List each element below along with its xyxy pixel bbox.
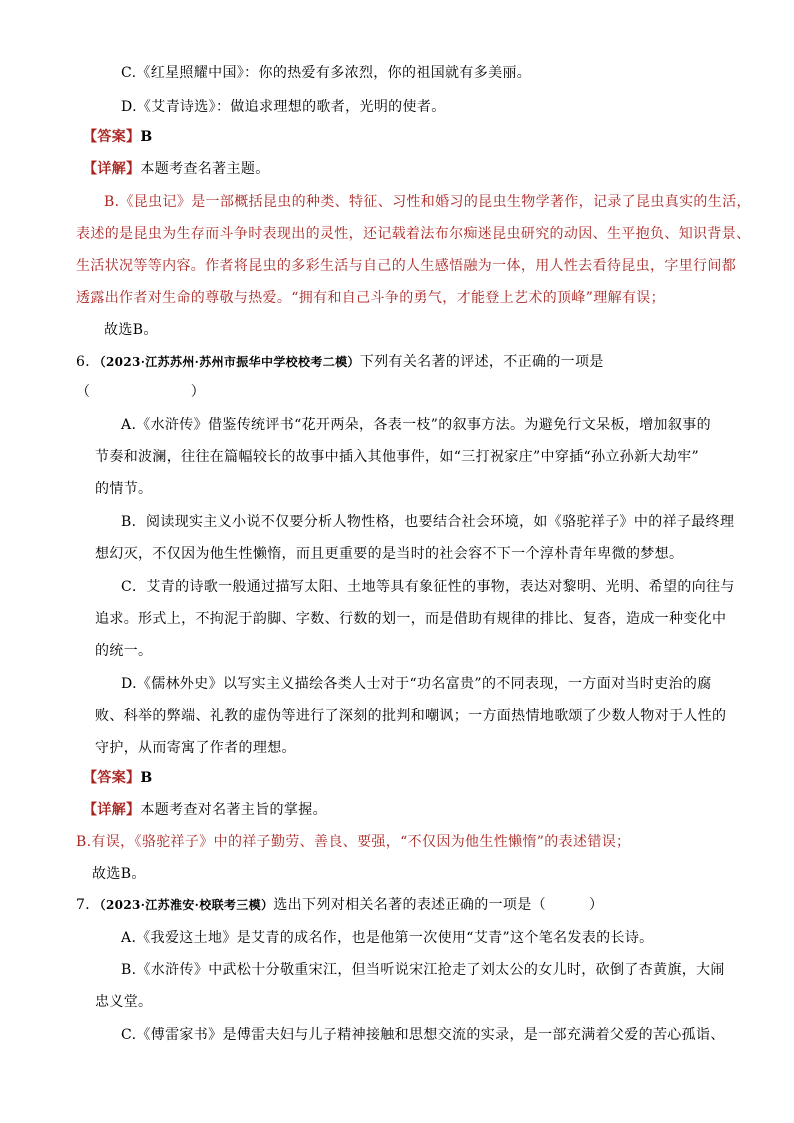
q7-option-b-line: 忠义堂。 [95, 994, 153, 1010]
q6-explanation: B.有误，《骆驼祥子》中的祥子勤劳、善良、要强，“不仅因为他生性懒惰”的表述错误； [76, 834, 631, 850]
question-number: 7． [76, 897, 100, 913]
q5-explanation-line: 透露出作者对生命的尊敬与热爱。“拥有和自己斗争的勇气，才能登上艺术的顶峰”理解有误； [76, 290, 666, 306]
q6-option-d-line: D.《儒林外史》以写实主义描绘各类人士对于“功名富贵”的不同表现，一方面对当时吏治的腐 [121, 676, 712, 692]
q6-answer [83, 768, 153, 788]
q7-option-a: A.《我爱这土地》是艾青的成名作，也是他第一次使用“艾青”这个笔名发表的长诗。 [121, 930, 654, 946]
q6-option-b-line: B．阅读现实主义小说不仅要分析人物性格，也要结合社会环境，如《骆驼祥子》中的祥子最终理 [121, 514, 735, 530]
q5-answer [83, 127, 153, 147]
q5-explanation-line: 生活状况等等内容。作者将昆虫的多彩生活与自己的人生感悟融为一体，用人性去看待昆虫，字里行间都 [76, 258, 737, 274]
detail-tag: 【详解】 [83, 161, 141, 177]
q6-stem [76, 352, 604, 372]
q6-option-b-line: 想幻灭，不仅因为他生性懒惰，而且更重要的是当时的社会容不下一个淳朴青年卑微的梦想。 [95, 546, 684, 562]
detail-text: 本题考查对名著主旨的掌握。 [140, 802, 327, 818]
q5-detail [83, 159, 270, 179]
q6-option-c-line: 追求。形式上，不拘泥于韵脚、字数、行数的划一，而是借助有规律的排比、复沓，造成一种变化中 [95, 611, 727, 627]
q5-conclusion: 故选B。 [104, 322, 158, 338]
q6-option-d-line: 守护，从而寄寓了作者的理想。 [95, 740, 296, 756]
q6-answer-blank: （ ） [76, 384, 206, 400]
question-source: （2023·江苏淮安·校联考三模） [99, 898, 274, 912]
detail-tag: 【详解】 [83, 802, 141, 818]
detail-text: 本题考查名著主题。 [140, 161, 270, 177]
q5-explanation-line: 表述的是昆虫为生存而斗争时表现出的灵性，还记载着法布尔痴迷昆虫研究的动因、生平抱负、知识背景、 [76, 226, 751, 242]
answer-value: B [140, 129, 153, 145]
q6-detail [83, 800, 327, 820]
q6-option-a-line: 节奏和波澜，往往在篇幅较长的故事中插入其他事件，如“三打祝家庄”中穿插“孙立孙新大劫牢” [95, 449, 700, 465]
q6-option-d-line: 败、科举的弊端、礼教的虚伪等进行了深刻的批判和嘲讽；一方面热情地歌颂了少数人物对于人性的 [95, 708, 727, 724]
q5-option-c: C.《红星照耀中国》：你的热爱有多浓烈，你的祖国就有多美丽。 [121, 65, 532, 81]
answer-tag: 【答案】 [83, 129, 141, 145]
q7-stem [76, 895, 603, 915]
q5-explanation-line: B.《昆虫记》是一部概括昆虫的种类、特征、习性和婚习的昆虫生物学著作，记录了昆虫真实的生活， [104, 194, 751, 210]
question-stem: 下列有关名著的评述，不正确的一项是 [359, 354, 604, 370]
q6-option-c-line: 的统一。 [95, 643, 153, 659]
question-number: 6． [76, 354, 100, 370]
question-source: （2023·江苏苏州·苏州市振华中学校校考二模） [99, 355, 360, 369]
q6-conclusion: 故选B。 [92, 866, 146, 882]
q7-option-b-line: B.《水浒传》中武松十分敬重宋江，但当听说宋江抢走了刘太公的女儿时，砍倒了杏黄旗，大闹 [121, 962, 725, 978]
q6-option-a-line: 的情节。 [95, 481, 153, 497]
q7-option-c: C.《傅雷家书》是傅雷夫妇与儿子精神接触和思想交流的实录，是一部充满着父爱的苦心孤诣、 [121, 1027, 725, 1043]
answer-value: B [140, 770, 153, 786]
question-stem: 选出下列对相关名著的表述正确的一项是（ ） [273, 897, 604, 913]
q6-option-c-line: C．艾青的诗歌一般通过描写太阳、土地等具有象征性的事物，表达对黎明、光明、希望的向往与 [121, 579, 735, 595]
q6-option-a-line: A.《水浒传》借鉴传统评书“花开两朵，各表一枝”的叙事方法。为避免行文呆板，增加叙事的 [121, 417, 711, 433]
q5-option-d: D.《艾青诗选》：做追求理想的歌者，光明的使者。 [121, 99, 446, 115]
answer-tag: 【答案】 [83, 770, 141, 786]
